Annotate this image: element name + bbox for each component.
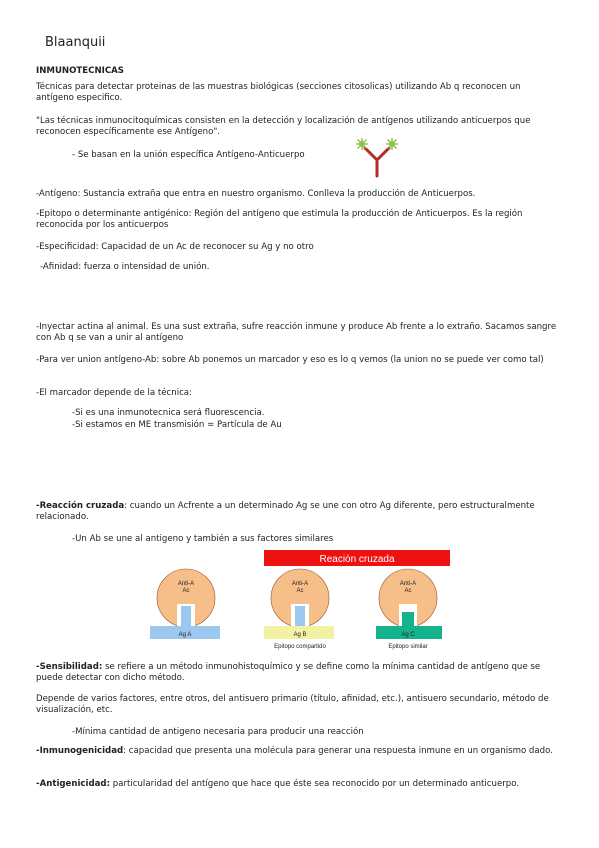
antig-def: particularidad del antígeno que hace que éste sea reconocido por un determinado anticuerpo. <box>110 779 520 789</box>
ab3-line2: Ac <box>404 588 412 594</box>
brand-name: Blaanquii <box>45 35 106 50</box>
cross-sub: -Un Ab se une al antigeno y también a sus factores similares <box>72 534 334 544</box>
quote-paragraph: "Las técnicas inmunocitoquímicas consisten en la detección y localización de antígenos utilizando anticuerpos que reconocen específicamente ese Antígeno". <box>36 116 531 138</box>
ag3-epitope <box>402 612 414 628</box>
proc-me: -Si estamos en ME transmisión = Partícula de Au <box>72 420 282 430</box>
cross-reaction-figure <box>140 548 460 666</box>
def-afinidad: -Afinidad: fuerza o intensidad de unión. <box>40 262 210 272</box>
sens-term: -Sensibilidad: <box>36 662 103 672</box>
ag1-epitope <box>181 606 191 626</box>
inmuno-def: : capacidad que presenta una molécula para generar una respuesta inmune en un organismo dado. <box>123 746 553 756</box>
sens-def: se refiere a un método inmunohistoquímico y se define como la mínima cantidad de antígeno que se puede detectar con dicho método. <box>36 662 541 684</box>
cross-reaction-paragraph <box>36 501 560 523</box>
ab1-line1: Anti-A <box>177 581 195 587</box>
proc-ver-union: -Para ver union antígeno-Ab: sobre Ab ponemos un marcador y eso es lo q vemos (la union no se puede ver como tal) <box>36 355 544 365</box>
antigenicidad-paragraph <box>36 779 560 790</box>
minima-line: -Mínima cantidad de antigeno necesaria para producir una reacción <box>72 727 364 737</box>
proc-inyectar: -Inyectar actina al animal. Es una sust extraña, sufre reacción inmune y produce Ab frente a lo extraño. Sacamos sangre con Ab q se van a unir al antígeno <box>36 322 557 344</box>
caption-similar-epitope: Epitopo similar <box>388 644 428 650</box>
cross-def: : cuando un Acfrente a un determinado Ag se une con otro Ag diferente, pero estructuralmente relacionado. <box>36 501 535 523</box>
ag2-epitope <box>295 606 305 626</box>
banner-text: Reación cruzada <box>319 554 395 565</box>
cross-term: -Reacción cruzada <box>36 501 125 511</box>
caption-shared-epitope: Epitopo compartido <box>274 644 326 650</box>
proc-marcador: -El marcador depende de la técnica: <box>36 388 192 398</box>
basis-line: - Se basan en la unión específica Antígeno-Anticuerpo <box>72 150 305 160</box>
def-antigeno: -Antígeno: Sustancia extraña que entra en nuestro organismo. Conlleva la producción de Anticuerpos. <box>36 189 476 199</box>
antibody-antigen-icon <box>352 136 402 178</box>
antig-term: -Antigenicidad: <box>36 779 111 789</box>
inmuno-term: -Inmunogenicidad <box>36 746 124 756</box>
ag-a-label: Ag A <box>178 632 192 638</box>
ab1-line2: Ac <box>182 588 190 594</box>
inmunogenicidad-paragraph <box>36 746 560 757</box>
ab3-line1: Anti-A <box>399 581 417 587</box>
ag-c-label: Ag C <box>401 632 415 638</box>
ag-b-label: Ag B <box>293 632 307 638</box>
def-especificidad: -Especificidad: Capacidad de un Ac de reconocer su Ag y no otro <box>36 242 314 252</box>
ab2-line2: Ac <box>296 588 304 594</box>
intro-paragraph: Técnicas para detectar proteinas de las muestras biológicas (secciones citosolicas) utilizando Ab q reconocen un antígeno especifico. <box>36 82 521 104</box>
ab2-line1: Anti-A <box>291 581 309 587</box>
sensitivity-paragraph <box>36 662 560 684</box>
section-title: INMUNOTECNICAS <box>36 66 124 76</box>
depends-paragraph: Depende de varios factores, entre otros, del antisuero primario (título, afinidad, etc.), antisuero secundario, método de visualización, etc. <box>36 694 549 716</box>
def-epitopo: -Epitopo o determinante antigénico: Región del antígeno que estimula la producción de Anticuerpos. Es la región reconocida por los anticuerpos <box>36 209 523 231</box>
proc-fluorescencia: -Si es una inmunotecnica será fluorescencia. <box>72 408 265 418</box>
